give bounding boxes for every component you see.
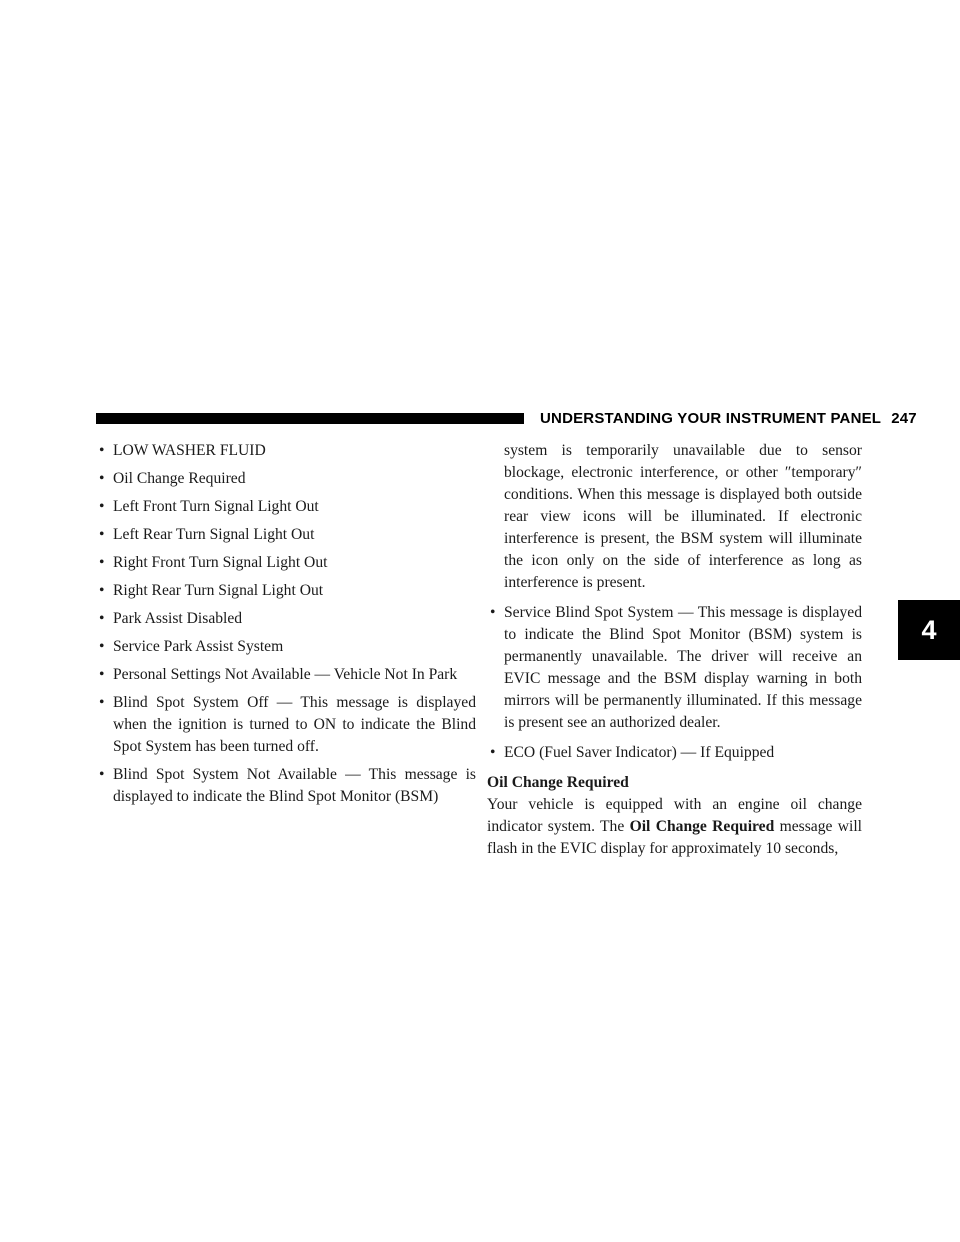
page-number: 247 [891,410,917,427]
paragraph-bold-term: Oil Change Required [629,818,775,835]
list-item: • ECO (Fuel Saver Indicator) — If Equipped [487,742,862,764]
list-item: • Park Assist Disabled [96,608,476,630]
list-item: • Right Front Turn Signal Light Out [96,552,476,574]
paragraph-text: message will flash in the EVIC display for approximately 10 seconds, [487,818,863,857]
list-item: • Left Front Turn Signal Light Out [96,496,476,518]
paragraph-text: Your vehicle is equipped with an engine oil change indicator system. The [487,796,862,835]
right-column [487,440,862,860]
list-item: • Blind Spot System Off — This message is displayed when the ignition is turned to ON to indicate the Blind Spot System has been turned off. [96,692,476,758]
body-paragraph [487,794,862,860]
list-item: • Service Blind Spot System — This message is displayed to indicate the Blind Spot Monitor (BSM) system is permanently unavailable. The driver will receive an EVIC message and the BSM display warning in both mirrors will be permanently illuminated. If this message is present see an authorized dealer. [487,602,862,734]
list-item: • Right Rear Turn Signal Light Out [96,580,476,602]
list-item: • Oil Change Required [96,468,476,490]
list-item: • LOW WASHER FLUID [96,440,476,462]
list-item: • Service Park Assist System [96,636,476,658]
section-heading: Oil Change Required [487,774,629,791]
bullet-continuation: system is temporarily unavailable due to sensor blockage, electronic interference, or other ″temporary″ conditions. When this message is displayed both outside rear view icons will be illuminated. If electronic interference is present, the BSM system will illuminate the icon only on the side of interference as long as interference is present. [504,442,862,591]
running-header [540,410,917,428]
list-item: • Blind Spot System Not Available — This message is displayed to indicate the Blind Spot Monitor (BSM) [96,764,476,808]
list-item: • Personal Settings Not Available — Vehicle Not In Park [96,664,476,686]
section-title: UNDERSTANDING YOUR INSTRUMENT PANEL [540,410,882,427]
left-column [96,440,476,814]
chapter-tab: 4 [898,600,960,660]
list-item: • Left Rear Turn Signal Light Out [96,524,476,546]
header-rule [96,413,524,424]
